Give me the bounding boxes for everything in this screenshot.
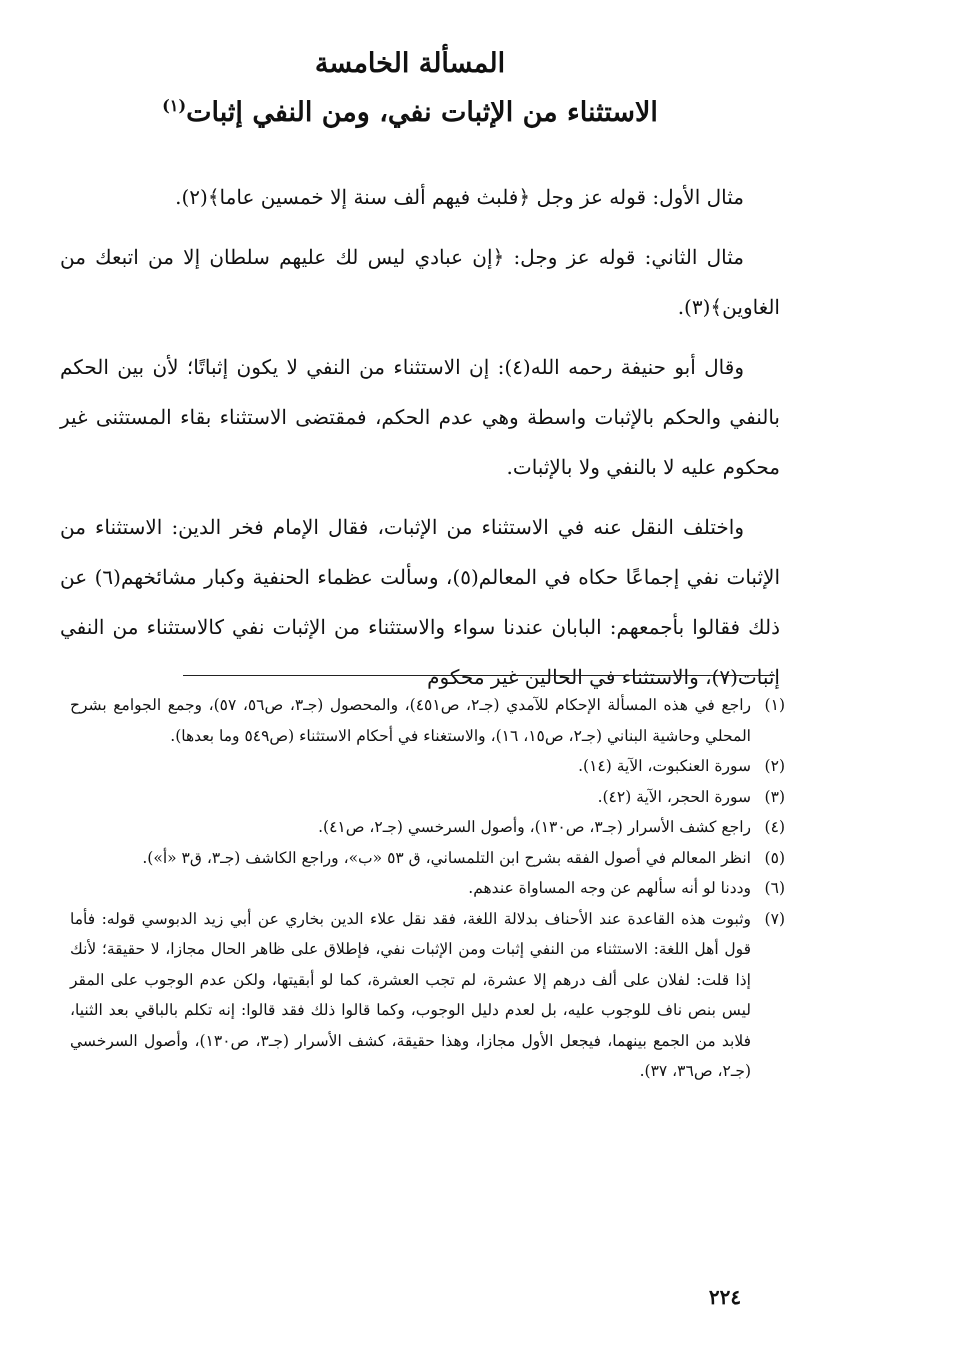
footnote-item xyxy=(70,782,785,813)
paragraph-example-second: مثال الثاني: قوله عز وجل: ﴿إن عبادي ليس لك عليهم سلطان إلا من اتبعك من الغاوين﴾(٣). xyxy=(60,245,780,319)
footnote-item xyxy=(70,843,785,874)
footnote-number: (٦) xyxy=(764,879,785,897)
footnote-item xyxy=(70,812,785,843)
paragraph-abu-hanifa: وقال أبو حنيفة رحمه الله(٤): إن الاستثناء من النفي لا يكون إثباتًا؛ لأن بين الحكم بالنفي والحكم بالإثبات واسطة وهي عدم الحكم، فمقتضى الاستثناء بقاء المستثنى غير محكوم عليه لا بالنفي ولا بالإثبات. xyxy=(60,355,780,479)
footnote-text: انظر المعالم في أصول الفقه بشرح ابن التلمساني، ق ٥٣ «ب»، وراجع الكاشف (جـ٣، ق٣ «أ»). xyxy=(142,848,751,867)
page-number: ٢٢٤ xyxy=(708,1285,742,1309)
footnote-text: سورة العنكبوت، الآية (١٤). xyxy=(578,757,751,775)
footnotes xyxy=(70,690,785,1087)
footnote-ref: (١) xyxy=(162,96,187,115)
footnote-number: (٤) xyxy=(764,818,785,836)
footnote-item xyxy=(70,751,785,782)
footnote-item xyxy=(70,873,785,904)
footnote-text: وثبوت هذه القاعدة عند الأحناف بدلالة اللغة، فقد نقل علاء الدين بخاري عن أبي زيد الدبوسي قوله: فأما قول أهل اللغة: الاستثناء من النفي إثبات ومن الإثبات نفي، فإطلاق على ظاهر الحال مجازا، لا حقيقة؛ لأنك إذا قلت: لفلان على ألف درهم إلا عشرة، لم تجب العشرة، كما لو أبقيتها، ولكن عدم الوجوب على المقر ليس بنص ناف للوجوب عليه، بل لعدم دليل الوجوب، وكما قالوا ذلك فقد قالوا: إنه تكلم بالباقي بعد الثنيا، فلابد من الجمع بينهما، فيجعل الأول مجازا، وهذا حقيقة، كشف الأسرار (جـ٣، ص١٣٠)، وأصول السرخسي (جـ٢، ص٣٦، ٣٧). xyxy=(70,909,751,1080)
footnote-number: (٢) xyxy=(764,757,785,775)
chapter-title: المسألة الخامسة xyxy=(314,48,506,79)
footnote-number: (٥) xyxy=(764,848,785,867)
footnote-number: (٣) xyxy=(764,787,785,806)
footnote-number: (٧) xyxy=(764,909,785,928)
footnote-text: راجع في هذه المسألة الإحكام للآمدي (جـ٢، ص٤٥١)، والمحصول (جـ٣، ص٥٦، ٥٧)، وجمع الجوامع بشرح المحلي وحاشية البناني (جـ٢، ص١٥، ١٦)، والاستغناء في أحكام الاستثناء (ص٥٤٩ وما بعدها). xyxy=(70,696,751,745)
footnote-text: وددنا لو أنه سألهم عن وجه المساواة عندهم. xyxy=(468,879,751,897)
body-text xyxy=(60,172,780,712)
footnote-text: سورة الحجر، الآية (٤٢). xyxy=(597,787,751,806)
footnote-item xyxy=(70,904,785,1087)
footnote-text: راجع كشف الأسرار (جـ٣، ص١٣٠)، وأصول السرخسي (جـ٢، ص٤١). xyxy=(318,818,751,836)
question-title-text: الاستثناء من الإثبات نفي، ومن النفي إثبات xyxy=(186,97,658,128)
footnote-item xyxy=(70,690,785,751)
footnote-separator xyxy=(183,675,775,676)
paragraph-transmission: واختلف النقل عنه في الاستثناء من الإثبات، فقال الإمام فخر الدين: الاستثناء من الإثبات نفي إجماعًا حكاه في المعالم(٥)، وسألت عظماء الحنفية وكبار مشائخهم(٦) عن ذلك فقالوا بأجمعهم: البابان عندنا سواء والاستثناء من الإثبات نفي كالاستثناء من النفي إثبات(٧)، والاستثناء في الحالين غير محكوم xyxy=(60,515,780,689)
footnote-number: (١) xyxy=(764,696,785,714)
question-title xyxy=(0,96,820,128)
paragraph-example-first: مثال الأول: قوله عز وجل ﴿فلبث فيهم ألف سنة إلا خمسين عاما﴾(٢). xyxy=(175,185,744,209)
